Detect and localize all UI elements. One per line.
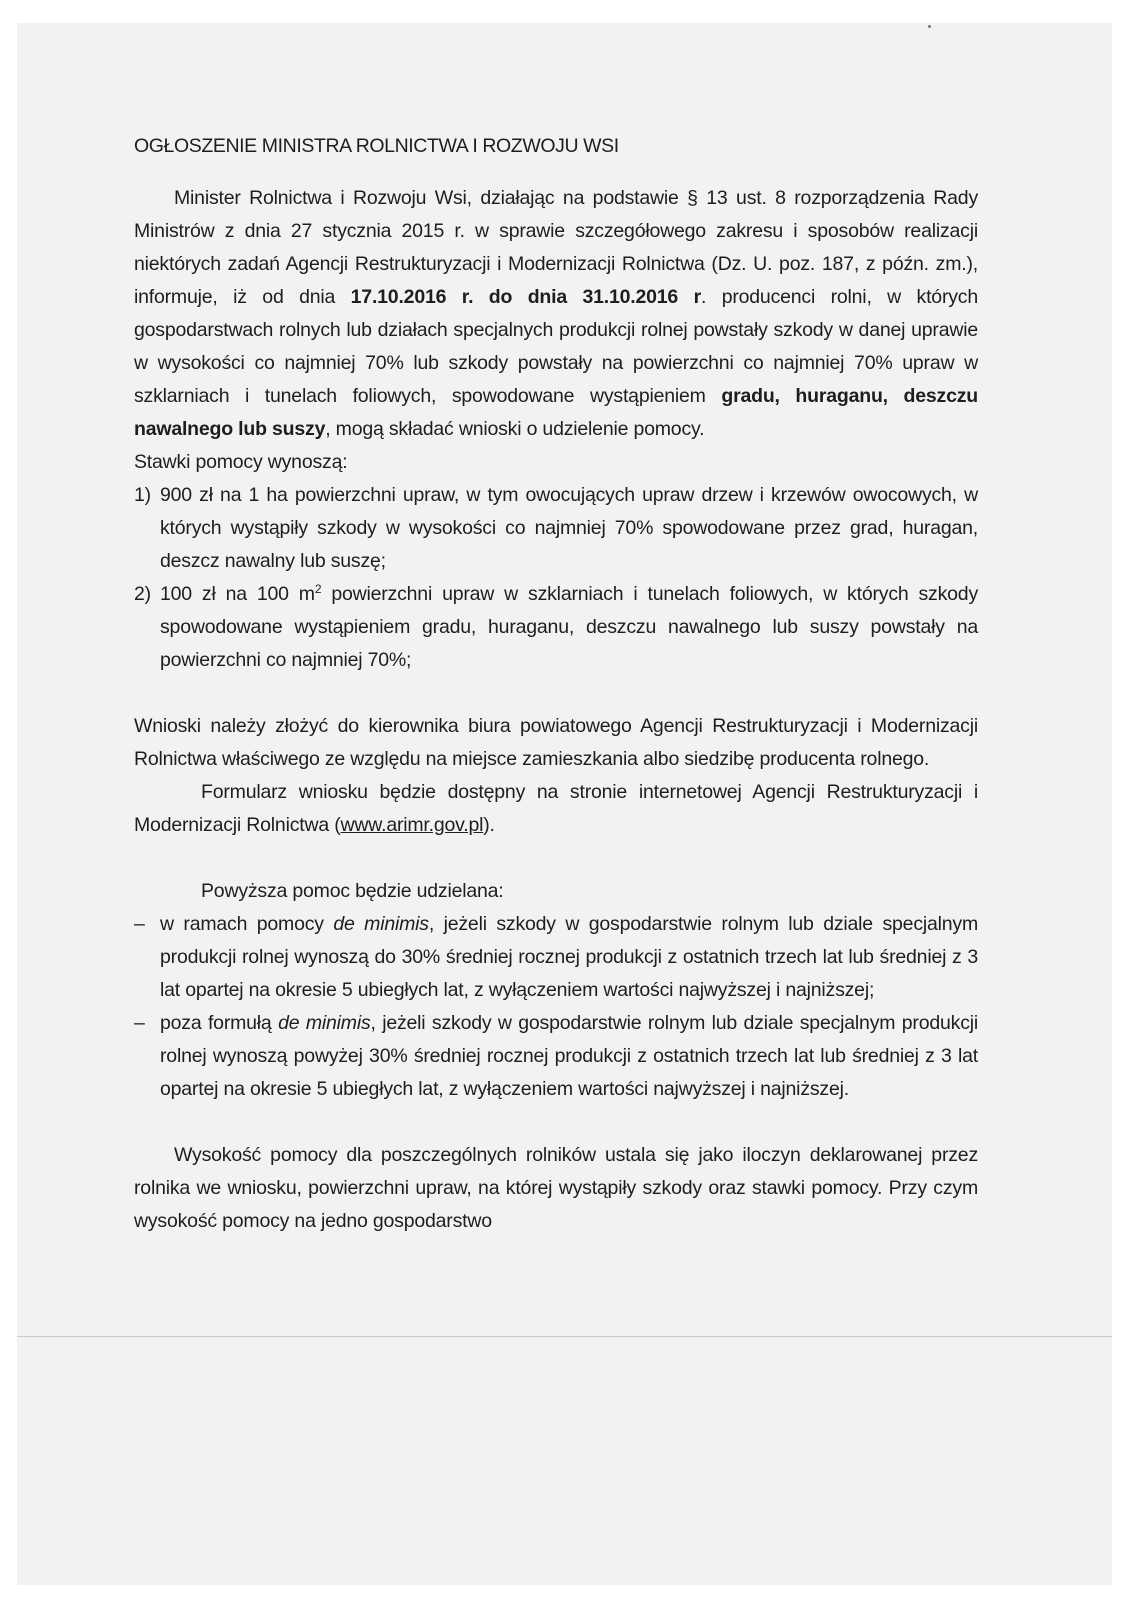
list-marker: 2) [134, 583, 151, 605]
form-text: Formularz wniosku będzie dostępny na stronie internetowej Agencji Restrukturyzacji i Modernizacji Rolnictwa ( [134, 781, 978, 836]
intro-paragraph [134, 182, 978, 446]
superscript: 2 [314, 582, 322, 596]
spacer [134, 1106, 978, 1139]
spacer [134, 842, 978, 875]
dash-marker: – [134, 913, 145, 935]
aid-list [134, 908, 978, 1106]
spacer [134, 677, 978, 710]
aid-text-before: w ramach pomocy [160, 913, 334, 935]
page-fold-line [17, 1336, 1112, 1337]
form-paragraph [134, 776, 978, 842]
rate-item-text-b: powierzchni upraw w szklarniach i tunelach foliowych, w których szkody spowodowane wystąpieniem gradu, huraganu, deszczu nawalnego lub suszy powstały na powierzchni co najmniej 70%; [160, 583, 978, 671]
rates-list [134, 479, 978, 677]
aid-item-2 [134, 1007, 978, 1106]
dash-marker: – [134, 1012, 145, 1034]
intro-text-2: . producenci rolni, w których gospodarstwach rolnych lub działach specjalnych produkcji rolnej powstały szkody w danej uprawie w wysokości co najmniej 70% lub szkody powstały na powierzchni co najmniej 70% upraw w szklarniach i tunelach foliowych, spowodowane wystąpieniem [134, 286, 978, 407]
intro-text-1: Minister Rolnictwa i Rozwoju Wsi, działając na podstawie § 13 ust. 8 rozporządzenia Rady Ministrów z dnia 27 stycznia 2015 r. w sprawie szczegółowego zakresu i sposobów realizacji niektórych zadań Agencji Restrukturyzacji i Modernizacji Rolnictwa (Dz. U. poz. 187, z późn. zm.), informuje, iż od dnia [134, 187, 978, 308]
rate-item-2 [134, 578, 978, 677]
aid-item-1 [134, 908, 978, 1007]
form-close: ). [483, 814, 495, 836]
amount-paragraph: Wysokość pomocy dla poszczególnych rolników ustala się jako iloczyn deklarowanej przez rolnika we wniosku, powierzchni upraw, na której wystąpiły szkody oraz stawki pomocy. Przy czym wysokość pomocy na jedno gospodarstwo [134, 1144, 978, 1232]
scan-speck [928, 25, 931, 28]
aid-text-after: , jeżeli szkody w gospodarstwie rolnym lub dziale specjalnym produkcji rolnej wynoszą powyżej 30% średniej rocznej produkcji z ostatnich trzech lat lub średniej z 3 lat opartej na okresie 5 ubiegłych lat, z wyłączeniem wartości najwyższej i najniższej. [160, 1012, 979, 1100]
rate-item-text-a: 100 zł na 100 m [160, 583, 315, 605]
aid-text-after: , jeżeli szkody w gospodarstwie rolnym lub dziale specjalnym produkcji rolnej wynoszą do 30% średniej rocznej produkcji z ostatnich trzech lat lub średniej z 3 lat opartej na okresie 5 ubiegłych lat, z wyłączeniem wartości najwyższej i najniższej; [160, 913, 979, 1001]
document-title: OGŁOSZENIE MINISTRA ROLNICTWA I ROZWOJU WSI [134, 135, 619, 157]
intro-causes: gradu, huraganu, deszczu nawalnego lub suszy [134, 385, 978, 440]
list-marker: 1) [134, 484, 151, 506]
intro-text-3: , mogą składać wnioski o udzielenie pomocy. [325, 418, 705, 440]
rates-heading: Stawki pomocy wynoszą: [134, 451, 348, 473]
applications-paragraph: Wnioski należy złożyć do kierownika biura powiatowego Agencji Restrukturyzacji i Modernizacji Rolnictwa właściwego ze względu na miejsce zamieszkania albo siedzibę producenta rolnego. [134, 715, 978, 770]
aid-text-italic: de minimis [333, 913, 429, 935]
document-body [134, 130, 978, 1238]
arimr-link[interactable]: www.arimr.gov.pl [340, 814, 484, 836]
rate-item-text: 900 zł na 1 ha powierzchni upraw, w tym owocujących upraw drzew i krzewów owocowych, w których wystąpiły szkody w wysokości co najmniej 70% spowodowane przez grad, huragan, deszcz nawalny lub suszę; [160, 484, 978, 572]
aid-text-before: poza formułą [160, 1012, 279, 1034]
intro-dates: 17.10.2016 r. do dnia 31.10.2016 r [350, 286, 701, 308]
aid-text-italic: de minimis [278, 1012, 371, 1034]
aid-heading: Powyższa pomoc będzie udzielana: [201, 880, 504, 902]
rate-item-1 [134, 479, 978, 578]
